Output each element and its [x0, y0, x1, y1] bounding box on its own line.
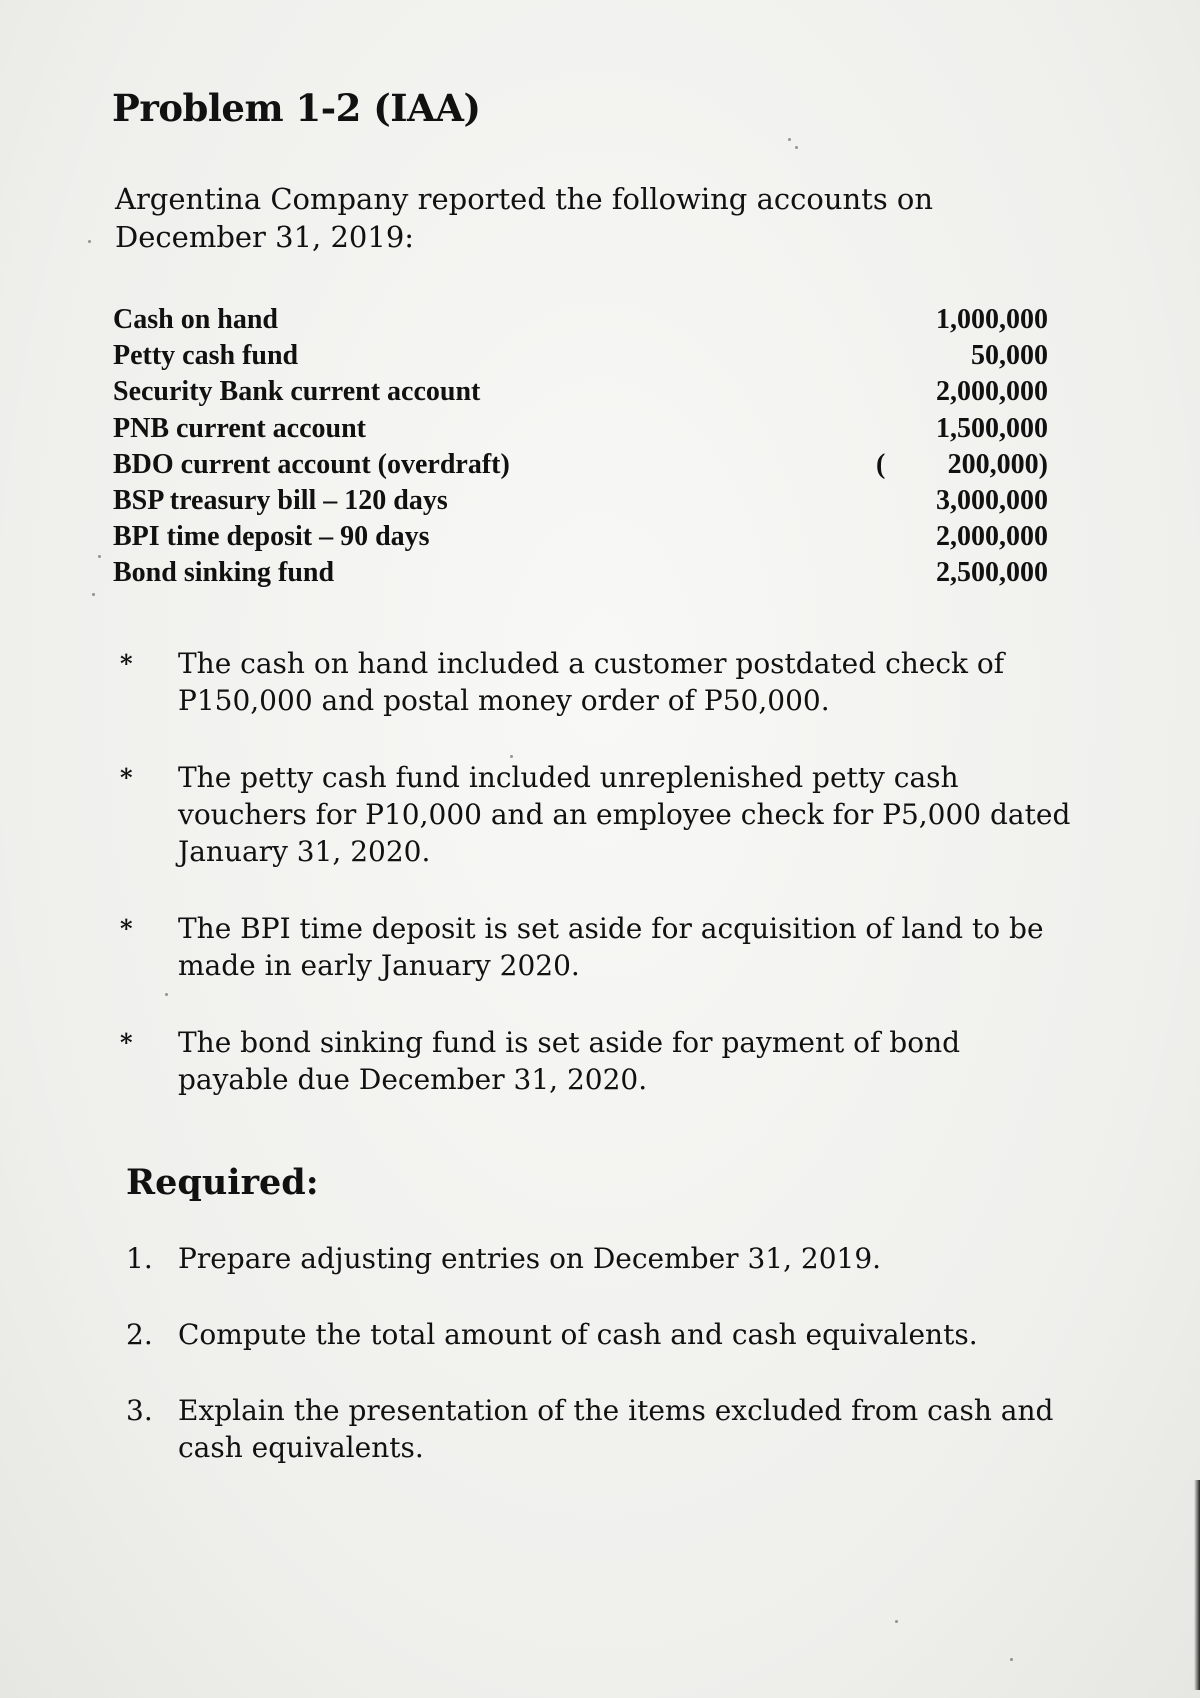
scan-speck	[895, 1620, 898, 1623]
account-row	[113, 448, 1048, 484]
required-item-number: 1.	[126, 1242, 153, 1275]
account-row	[113, 556, 1048, 592]
account-row	[113, 339, 1048, 375]
required-item-text: Explain the presentation of the items excluded from cash and cash equivalents.	[178, 1394, 1054, 1464]
scan-speck	[1010, 1658, 1013, 1661]
account-name: Cash on hand	[113, 304, 278, 335]
note-item	[118, 759, 1078, 870]
account-amount-overdraft	[848, 448, 1048, 484]
required-item-text: Compute the total amount of cash and cash equivalents.	[178, 1318, 978, 1351]
required-heading: Required:	[126, 1162, 319, 1203]
account-name: Bond sinking fund	[113, 557, 335, 589]
accounts-list	[113, 303, 1048, 593]
note-item	[118, 910, 1078, 984]
note-item	[118, 645, 1078, 719]
account-row	[113, 412, 1048, 448]
note-text: The cash on hand included a customer postdated check of P150,000 and postal money order of P50,000.	[178, 647, 1005, 717]
account-name: BPI time deposit – 90 days	[113, 521, 430, 553]
note-text: The petty cash fund included unreplenished petty cash vouchers for P10,000 and an employee check for P5,000 dated January 31, 2020.	[178, 761, 1071, 868]
account-row	[113, 484, 1048, 520]
problem-title: Problem 1-2 (IAA)	[112, 86, 481, 130]
account-amount: 1,500,000	[936, 412, 1048, 444]
bullet-asterisk: *	[120, 763, 133, 792]
scan-edge-shadow	[1194, 1480, 1200, 1690]
bullet-asterisk: *	[120, 914, 133, 943]
account-amount: 2,000,000	[936, 521, 1048, 553]
note-text: The bond sinking fund is set aside for payment of bond payable due December 31, 2020.	[178, 1026, 961, 1096]
note-text: The BPI time deposit is set aside for acquisition of land to be made in early January 2020.	[178, 912, 1044, 982]
scan-speck	[165, 993, 168, 996]
scan-speck	[88, 240, 91, 243]
notes-list	[118, 645, 1078, 1098]
scan-speck	[510, 755, 513, 758]
account-amount: 1,000,000	[936, 304, 1048, 335]
required-list	[126, 1240, 1066, 1466]
required-item-text: Prepare adjusting entries on December 31, 2019.	[178, 1242, 882, 1275]
intro-paragraph: Argentina Company reported the following accounts on December 31, 2019:	[115, 182, 934, 254]
required-item	[126, 1240, 1066, 1277]
account-amount: 2,500,000	[936, 557, 1048, 589]
bullet-asterisk: *	[120, 649, 133, 678]
account-name: Security Bank current account	[113, 376, 481, 408]
required-item-number: 3.	[126, 1394, 153, 1427]
account-row	[113, 375, 1048, 411]
scan-speck	[788, 138, 791, 141]
account-name: Petty cash fund	[113, 340, 299, 372]
account-row	[113, 303, 1048, 339]
account-amount: 50,000	[971, 340, 1048, 372]
scan-speck	[795, 146, 798, 149]
required-item	[126, 1316, 1066, 1353]
account-name: PNB current account	[113, 412, 366, 444]
account-name: BDO current account (overdraft)	[113, 448, 510, 480]
required-item	[126, 1392, 1066, 1466]
scan-speck	[92, 593, 95, 596]
account-amount: 3,000,000	[936, 484, 1048, 516]
account-name: BSP treasury bill – 120 days	[113, 484, 448, 516]
account-amount: 2,000,000	[936, 376, 1048, 408]
account-row	[113, 520, 1048, 556]
required-item-number: 2.	[126, 1318, 153, 1351]
bullet-asterisk: *	[120, 1028, 133, 1057]
scan-speck	[98, 555, 101, 558]
account-amount-value: 200,000)	[947, 448, 1048, 480]
note-item	[118, 1024, 1078, 1098]
open-parenthesis: (	[876, 448, 886, 480]
